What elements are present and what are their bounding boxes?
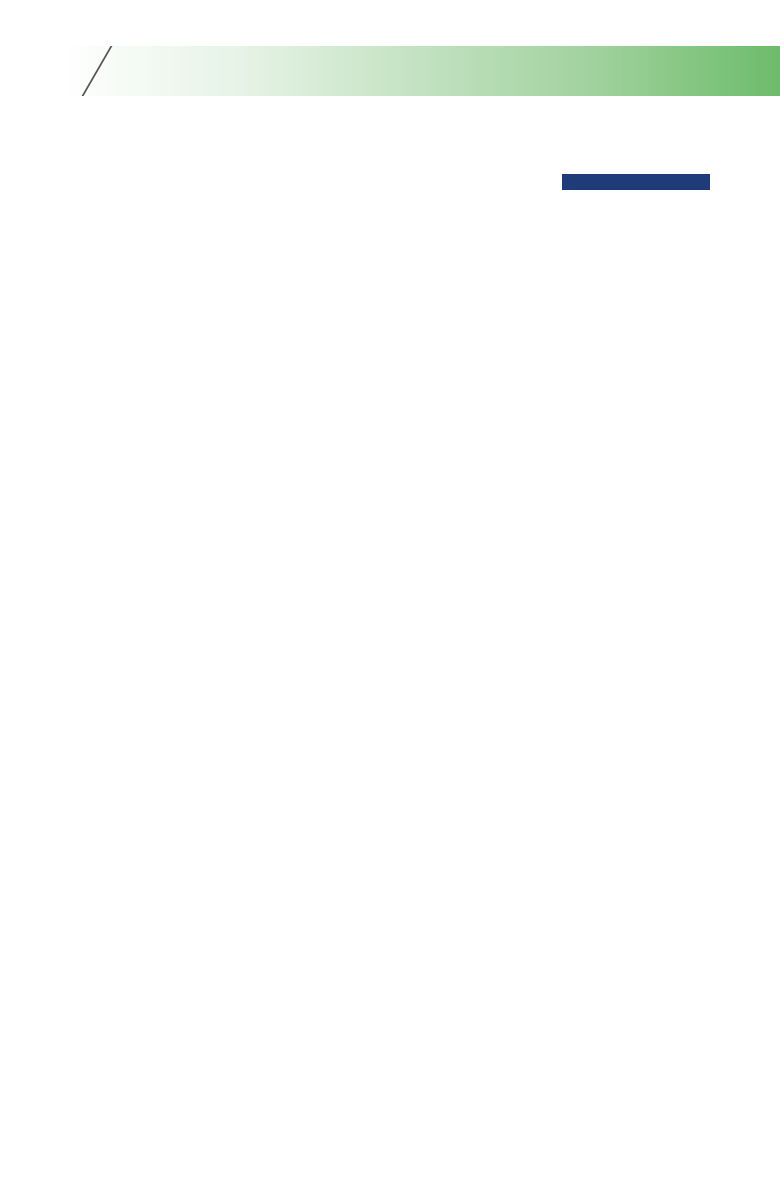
logo-text	[562, 174, 710, 190]
header-band	[62, 46, 780, 96]
logo	[560, 124, 710, 192]
